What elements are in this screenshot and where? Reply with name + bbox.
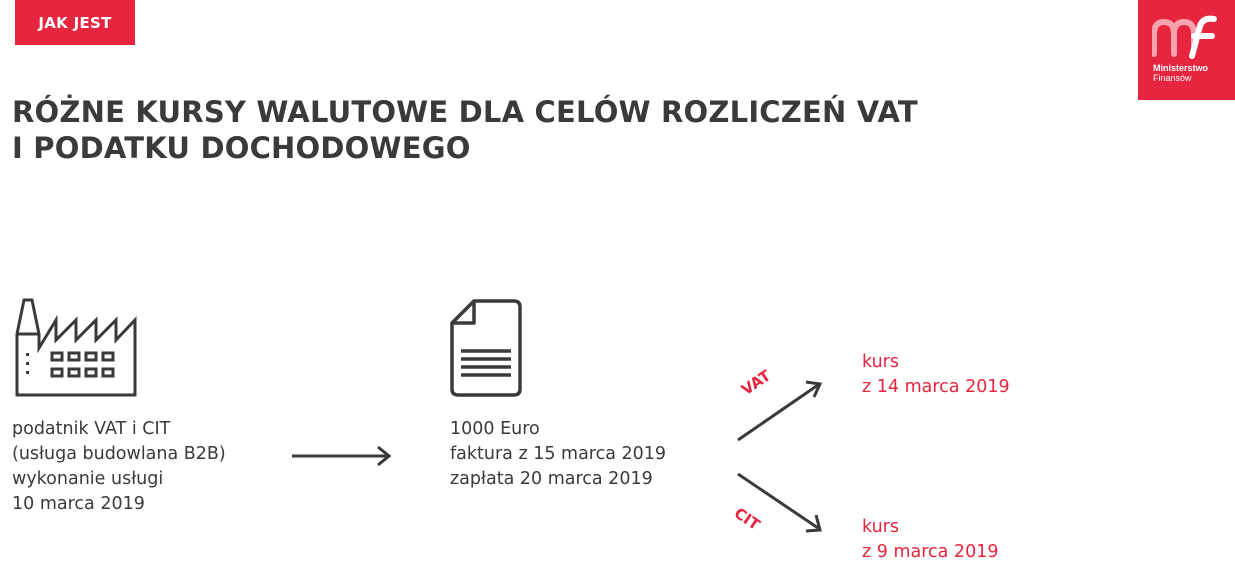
invoice-line3: zapłata 20 marca 2019 [450, 469, 653, 489]
taxpayer-line4: 10 marca 2019 [12, 494, 145, 514]
vat-label: VAT [738, 366, 774, 399]
invoice-line1: 1000 Euro [450, 419, 540, 439]
cit-rate-info [862, 515, 998, 565]
taxpayer-line3: wykonanie usługi [12, 469, 164, 489]
right-arrow-icon [290, 445, 394, 467]
title-line1: RÓŻNE KURSY WALUTOWE DLA CELÓW ROZLICZEŃ VAT [12, 95, 918, 129]
mf-logo-icon [1152, 14, 1220, 60]
title-line2: I PODATKU DOCHODOWEGO [12, 131, 471, 165]
vat-rate-line2: z 14 marca 2019 [862, 377, 1010, 397]
vat-rate-line1: kurs [862, 352, 899, 372]
taxpayer-line2: (usługa budowlana B2B) [12, 444, 226, 464]
jak-jest-tag [15, 0, 135, 45]
logo-line1: Ministerstwo [1153, 63, 1209, 73]
invoice-info [450, 417, 666, 492]
cit-label: CIT [730, 504, 764, 534]
page-title [12, 94, 918, 166]
logo-line2: Finansów [1153, 73, 1192, 83]
ministerstwo-finansow-logo [1138, 0, 1235, 100]
factory-icon [14, 298, 138, 398]
invoice-line2: faktura z 15 marca 2019 [450, 444, 667, 464]
taxpayer-line1: podatnik VAT i CIT [12, 419, 171, 439]
vat-rate-info [862, 350, 1010, 400]
jak-jest-label: JAK JEST [38, 13, 112, 32]
cit-rate-line1: kurs [862, 517, 899, 537]
taxpayer-info [12, 417, 226, 517]
cit-rate-line2: z 9 marca 2019 [862, 542, 999, 562]
document-icon [448, 298, 524, 398]
